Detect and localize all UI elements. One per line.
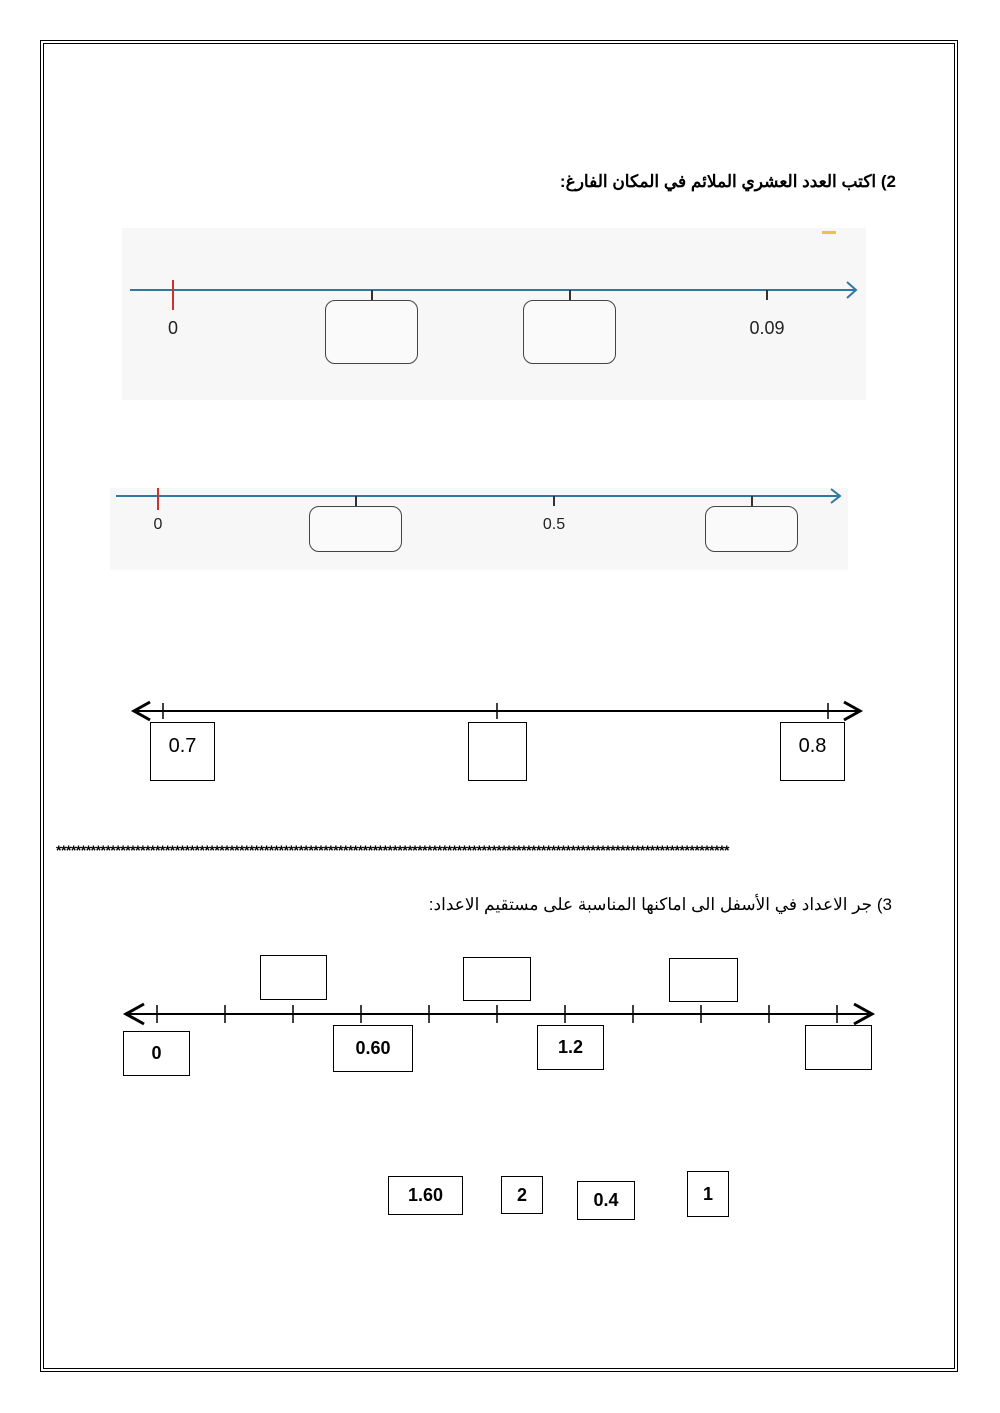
- number-line-3-end-box: 0.8: [780, 722, 845, 781]
- number-line-1-start-label: 0: [167, 318, 179, 338]
- drop-target-above-3[interactable]: [669, 958, 738, 1002]
- number-line-2-start-label: 0: [153, 516, 163, 533]
- separator-line: ****************************************************************************************************************************************: [56, 842, 729, 858]
- number-line-4-label-b: 1.2: [537, 1025, 604, 1070]
- number-line-4-zero-box: 0: [123, 1031, 190, 1076]
- answer-box-2b[interactable]: [705, 506, 798, 552]
- number-line-2-middle-label: 0.5: [542, 516, 566, 533]
- draggable-number-3[interactable]: 0.4: [577, 1181, 635, 1220]
- number-line-3-start-box: 0.7: [150, 722, 215, 781]
- number-line-1-end-label: 0.09: [749, 318, 785, 338]
- answer-box-2a[interactable]: [309, 506, 402, 552]
- answer-box-1a[interactable]: [325, 300, 418, 364]
- question-3-heading: 3) جر الاعداد في الأسفل الى اماكنها المناسبة على مستقيم الاعداد:: [428, 895, 892, 914]
- answer-box-3-middle[interactable]: [468, 722, 527, 781]
- question-2-heading: 2) اكتب العدد العشري الملائم في المكان الفارغ:: [559, 172, 896, 191]
- drop-target-end[interactable]: [805, 1025, 872, 1070]
- draggable-number-1[interactable]: 1.60: [388, 1176, 463, 1215]
- draggable-number-4[interactable]: 1: [687, 1171, 729, 1217]
- answer-box-1b[interactable]: [523, 300, 616, 364]
- drop-target-above-1[interactable]: [260, 955, 327, 1000]
- draggable-number-2[interactable]: 2: [501, 1176, 543, 1214]
- number-line-4-label-a: 0.60: [333, 1025, 413, 1072]
- drop-target-above-2[interactable]: [463, 957, 531, 1001]
